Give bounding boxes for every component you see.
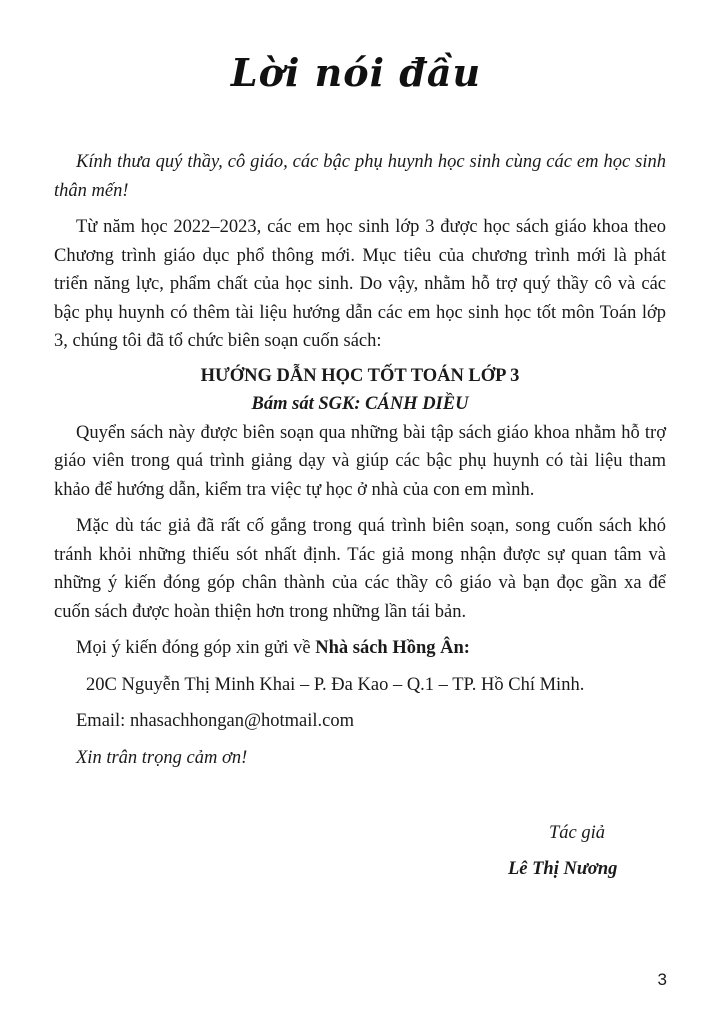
book-title: HƯỚNG DẪN HỌC TỐT TOÁN LỚP 3 [200, 365, 520, 386]
author-name: Lê Thị Nương [508, 859, 618, 879]
author-role: Tác giả [549, 823, 606, 843]
contact-line [54, 634, 666, 663]
preface-body [54, 148, 666, 772]
book-subtitle: Bám sát SGK: CÁNH DIỀU [251, 394, 469, 414]
greeting: Kính thưa quý thầy, cô giáo, các bậc phụ huynh học sinh cùng các em học sinh thân mến! [54, 152, 666, 201]
thanks-line: Xin trân trọng cảm ơn! [76, 747, 248, 768]
page-number: 3 [657, 970, 667, 989]
contact-address: 20C Nguyễn Thị Minh Khai – P. Đa Kao – Q.1 – TP. Hồ Chí Minh. [86, 674, 585, 695]
publisher-name: Nhà sách Hồng Ân [315, 638, 464, 658]
page-title: Lời nói đầu [230, 50, 482, 95]
contact-intro: Mọi ý kiến đóng góp xin gửi về [76, 638, 316, 658]
contact-email: Email: nhasachhongan@hotmail.com [76, 711, 355, 731]
paragraph-3: Mặc dù tác giả đã rất cố gắng trong quá trình biên soạn, song cuốn sách khó tránh khỏi những thiếu sót nhất định. Tác giả mong nhận được sự quan tâm và những ý kiến đóng góp chân thành của các thầy cô giáo và bạn đọc gần xa để cuốn sách được hoàn thiện hơn trong những lần tái bản. [54, 516, 666, 622]
contact-colon: : [463, 638, 470, 658]
paragraph-1: Từ năm học 2022–2023, các em học sinh lớp 3 được học sách giáo khoa theo Chương trình giáo dục phổ thông mới. Mục tiêu của chương trình mới là phát triển năng lực, phẩm chất của học sinh. Do vậy, nhằm hỗ trợ quý thầy cô và các bậc phụ huynh có thêm tài liệu hướng dẫn các em học sinh học tốt môn Toán lớp 3, chúng tôi đã tổ chức biên soạn cuốn sách: [54, 217, 666, 351]
paragraph-2: Quyển sách này được biên soạn qua những bài tập sách giáo khoa nhằm hỗ trợ giáo viên trong quá trình giảng dạy và giúp các bậc phụ huynh có tài liệu tham khảo để hướng dẫn, kiểm tra việc tự học ở nhà của con em mình. [54, 422, 666, 500]
